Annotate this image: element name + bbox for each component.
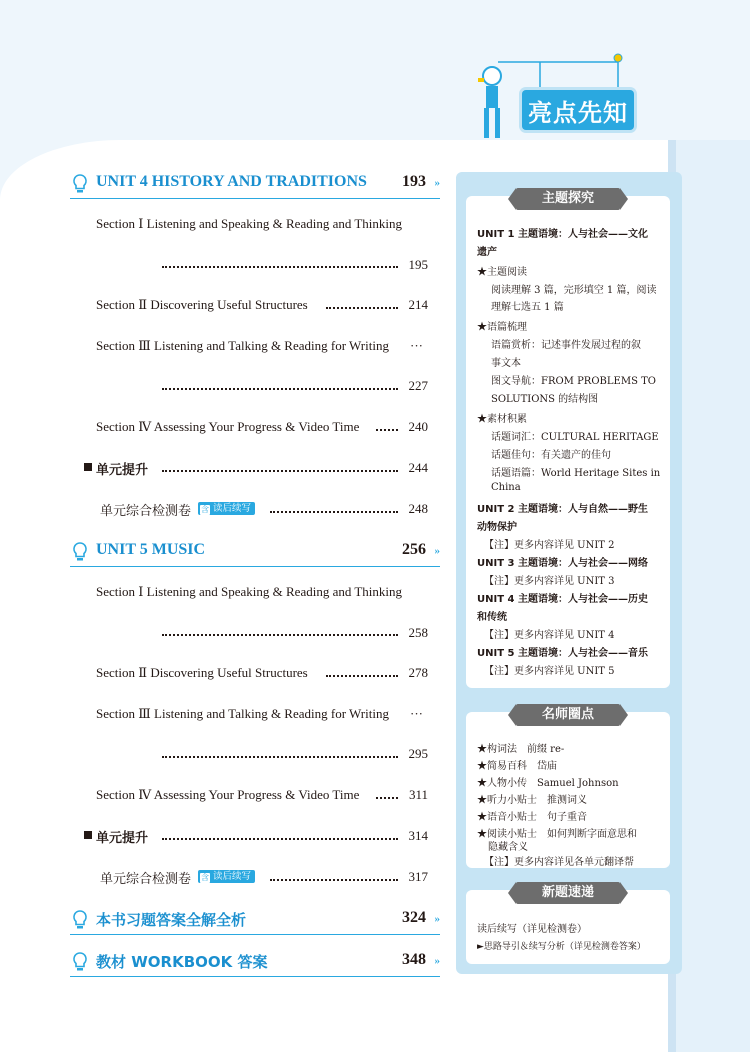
newq-box-heading: 新题速递 bbox=[516, 882, 620, 904]
toc-item-trail: ··· bbox=[410, 706, 423, 721]
topic-line: 动物保护 bbox=[477, 522, 517, 533]
unit5-page: 256 bbox=[402, 541, 426, 558]
topic-line: 阅读理解 3 篇，完形填空 1 篇，阅读 bbox=[491, 285, 657, 296]
newq-line: 读后续写（详见检测卷） bbox=[477, 924, 587, 935]
chevron-icon: » bbox=[434, 177, 440, 189]
bulb-icon bbox=[72, 542, 88, 562]
toc-item-trail: ··· bbox=[410, 338, 423, 353]
teacher-box-heading: 名师圈点 bbox=[516, 704, 620, 726]
topic-line: 图文导航：FROM PROBLEMS TO bbox=[491, 376, 656, 387]
topic-line: UNIT 5 主题语境：人与社会——音乐 bbox=[477, 648, 648, 659]
teacher-line: ★人物小传 Samuel Johnson bbox=[477, 778, 619, 789]
toc-item-label[interactable]: 单元提升 bbox=[96, 831, 149, 846]
toc-item-page: 240 bbox=[408, 419, 428, 434]
leader-dots bbox=[162, 264, 398, 268]
tag-icon: 含 bbox=[201, 873, 209, 882]
tag-label: 读后续写 bbox=[213, 503, 252, 514]
topic-line: 语篇赏析：记述事件发展过程的叙 bbox=[491, 340, 641, 351]
unit4-heading[interactable] bbox=[70, 170, 440, 199]
toc-item-label[interactable]: Section Ⅳ Assessing Your Progress & Video Time bbox=[96, 787, 360, 802]
topic-line: 遗产 bbox=[477, 247, 497, 258]
topic-line: 话题佳句：有关遗产的佳句 bbox=[491, 450, 611, 461]
teacher-line: ★听力小贴士 推测词义 bbox=[477, 795, 587, 806]
topic-line: ★主题阅读 bbox=[477, 267, 527, 278]
teacher-line: 【注】更多内容详见各单元翻译帮 bbox=[484, 857, 634, 868]
toc-item-page: 314 bbox=[408, 828, 428, 843]
workbook-title: 教材 WORKBOOK 答案 bbox=[96, 953, 268, 971]
topic-line: 话题语篇：World Heritage Sites in bbox=[491, 468, 661, 479]
topic-line: UNIT 2 主题语境：人与自然——野生 bbox=[477, 504, 648, 515]
answers-title: 本书习题答案全解全析 bbox=[96, 911, 247, 929]
teacher-line: ★语音小贴士 句子重音 bbox=[477, 812, 587, 823]
toc-item-page: 227 bbox=[408, 378, 428, 393]
topic-line: 【注】更多内容详见 UNIT 2 bbox=[484, 540, 615, 551]
chevron-icon: » bbox=[434, 545, 440, 557]
teacher-line: 隐藏含义 bbox=[488, 842, 528, 853]
chevron-icon: » bbox=[434, 955, 440, 967]
topic-line: 话题词汇：CULTURAL HERITAGE bbox=[491, 432, 659, 443]
newq-line: ►思路导引＆续写分析（详见检测卷答案） bbox=[477, 942, 646, 952]
unit4-title: UNIT 4 HISTORY AND TRADITIONS bbox=[96, 173, 367, 190]
bulb-icon bbox=[72, 952, 88, 972]
square-bullet-icon bbox=[84, 463, 92, 471]
toc-item-page: 311 bbox=[408, 787, 428, 802]
leader-dots bbox=[270, 509, 398, 513]
bulb-icon bbox=[72, 174, 88, 194]
answers-heading[interactable] bbox=[70, 906, 440, 935]
bulb-icon bbox=[72, 910, 88, 930]
continuation-writing-tag bbox=[198, 870, 255, 883]
unit5-title: UNIT 5 MUSIC bbox=[96, 541, 206, 558]
leader-dots bbox=[162, 386, 398, 390]
continuation-writing-tag bbox=[198, 502, 255, 515]
teacher-line: ★阅读小贴士 如何判断字面意思和 bbox=[477, 829, 637, 840]
topic-line: ★素材积累 bbox=[477, 414, 527, 425]
topic-line: 理解七选五 1 篇 bbox=[491, 302, 564, 313]
toc-item-page: 278 bbox=[408, 665, 428, 680]
header-title: 亮点先知 bbox=[522, 90, 634, 130]
toc-item-label[interactable]: Section Ⅳ Assessing Your Progress & Video Time bbox=[96, 419, 360, 434]
toc-item-label[interactable]: 单元综合检测卷 bbox=[100, 504, 192, 519]
leader-dots bbox=[162, 754, 398, 758]
topic-line: 和传统 bbox=[477, 612, 507, 623]
workbook-heading[interactable] bbox=[70, 948, 440, 977]
topic-line: SOLUTIONS 的结构图 bbox=[491, 394, 599, 405]
teacher-line: ★简易百科 岱庙 bbox=[477, 761, 557, 772]
chevron-icon: » bbox=[434, 913, 440, 925]
toc-item-label[interactable]: Section Ⅰ Listening and Speaking & Reading and Thinking bbox=[96, 584, 403, 599]
topic-line: ★语篇梳理 bbox=[477, 322, 527, 333]
toc-item-page: 244 bbox=[408, 460, 428, 475]
topic-line: 事文本 bbox=[491, 358, 521, 369]
unit5-heading[interactable] bbox=[70, 538, 440, 567]
toc-item-label[interactable]: Section Ⅲ Listening and Talking & Reading for Writing bbox=[96, 338, 389, 353]
toc-item-page: 214 bbox=[408, 297, 428, 312]
workbook-page: 348 bbox=[402, 951, 426, 968]
toc-item-page: 295 bbox=[408, 746, 428, 761]
topic-line: UNIT 4 主题语境：人与社会——历史 bbox=[477, 594, 648, 605]
leader-dots bbox=[162, 836, 398, 840]
topic-line: UNIT 1 主题语境：人与社会——文化 bbox=[477, 229, 648, 240]
topic-box-heading: 主题探究 bbox=[516, 188, 620, 210]
topic-line: 【注】更多内容详见 UNIT 4 bbox=[484, 630, 615, 641]
topic-line: UNIT 3 主题语境：人与社会——网络 bbox=[477, 558, 648, 569]
teacher-line: ★构词法 前缀 re- bbox=[477, 744, 565, 755]
unit4-page: 193 bbox=[402, 173, 426, 190]
toc-item-label[interactable]: Section Ⅰ Listening and Speaking & Reading and Thinking bbox=[96, 216, 403, 231]
answers-page: 324 bbox=[402, 909, 426, 926]
leader-dots bbox=[162, 468, 398, 472]
topic-line: 【注】更多内容详见 UNIT 3 bbox=[484, 576, 615, 587]
tag-icon: 含 bbox=[201, 505, 209, 514]
leader-dots bbox=[162, 632, 398, 636]
toc-item-label[interactable]: 单元提升 bbox=[96, 463, 149, 478]
leader-dots bbox=[270, 877, 398, 881]
toc-item-label[interactable]: Section Ⅱ Discovering Useful Structures bbox=[96, 297, 308, 312]
toc-item-page: 258 bbox=[408, 625, 428, 640]
topic-line: China bbox=[491, 482, 521, 493]
toc-item-page: 195 bbox=[408, 257, 428, 272]
toc-item-label[interactable]: Section Ⅲ Listening and Talking & Reading for Writing bbox=[96, 706, 389, 721]
toc-item-label[interactable]: 单元综合检测卷 bbox=[100, 872, 192, 887]
toc-item-page: 248 bbox=[408, 501, 428, 516]
square-bullet-icon bbox=[84, 831, 92, 839]
toc-item-label[interactable]: Section Ⅱ Discovering Useful Structures bbox=[96, 665, 308, 680]
topic-line: 【注】更多内容详见 UNIT 5 bbox=[484, 666, 615, 677]
toc-item-page: 317 bbox=[408, 869, 428, 884]
tag-label: 读后续写 bbox=[213, 871, 252, 882]
